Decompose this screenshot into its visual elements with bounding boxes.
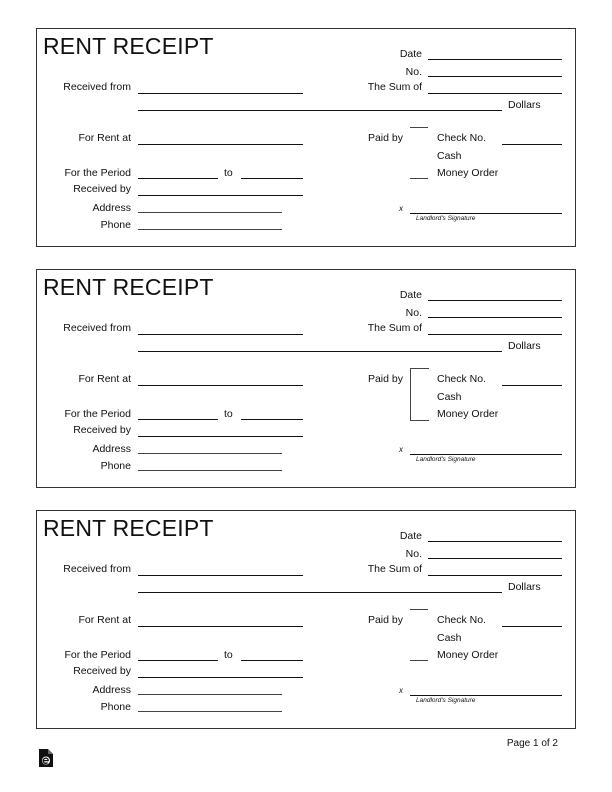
sum-words-field[interactable] [138, 592, 502, 593]
date-field[interactable] [428, 541, 562, 542]
cash-label: Cash [437, 632, 462, 644]
sum-words-field[interactable] [138, 110, 502, 111]
to-label: to [224, 408, 233, 420]
receipt-title: RENT RECEIPT [43, 515, 214, 541]
received-from-label: Received from [63, 322, 131, 334]
received-from-field[interactable] [138, 93, 303, 94]
cash-label: Cash [437, 391, 462, 403]
received-from-label: Received from [63, 563, 131, 575]
paid-by-label: Paid by [367, 614, 403, 626]
check-box-line[interactable] [410, 127, 428, 128]
phone-label: Phone [100, 701, 131, 713]
check-no-field[interactable] [502, 144, 562, 145]
signature-x-mark: x [399, 686, 403, 695]
paid-by-label: Paid by [367, 132, 403, 144]
check-no-label: Check No. [437, 132, 487, 144]
no-label: No. [405, 548, 422, 560]
no-label: No. [405, 307, 422, 319]
check-no-field[interactable] [502, 385, 562, 386]
address-field[interactable] [138, 453, 282, 454]
received-by-field[interactable] [138, 677, 303, 678]
for-rent-at-label: For Rent at [78, 132, 131, 144]
number-field[interactable] [428, 558, 562, 559]
phone-field[interactable] [138, 711, 282, 712]
received-from-field[interactable] [138, 575, 303, 576]
address-label: Address [92, 443, 131, 455]
page-number: Page 1 of 2 [506, 738, 558, 749]
signature-x-mark: x [399, 204, 403, 213]
signature-field[interactable] [410, 454, 562, 455]
check-no-label: Check No. [437, 614, 487, 626]
period-end-field[interactable] [241, 660, 303, 661]
received-by-field[interactable] [138, 436, 303, 437]
check-no-label: Check No. [437, 373, 487, 385]
number-field[interactable] [428, 317, 562, 318]
number-field[interactable] [428, 76, 562, 77]
received-from-label: Received from [63, 81, 131, 93]
for-rent-at-field[interactable] [138, 144, 303, 145]
sum-label: The Sum of [367, 322, 422, 334]
date-label: Date [399, 48, 422, 60]
receipt-title: RENT RECEIPT [43, 33, 214, 59]
signature-caption: Landlord's Signature [416, 215, 476, 222]
sum-words-field[interactable] [138, 351, 502, 352]
period-label: For the Period [64, 408, 131, 420]
sum-field[interactable] [428, 93, 562, 94]
money-order-label: Money Order [437, 649, 499, 661]
dollars-label: Dollars [508, 581, 541, 593]
money-order-label: Money Order [437, 167, 499, 179]
phone-label: Phone [100, 219, 131, 231]
sum-field[interactable] [428, 575, 562, 576]
phone-field[interactable] [138, 229, 282, 230]
received-from-field[interactable] [138, 334, 303, 335]
address-field[interactable] [138, 694, 282, 695]
payment-method-bracket [410, 368, 429, 421]
sum-field[interactable] [428, 334, 562, 335]
date-label: Date [399, 530, 422, 542]
received-by-label: Received by [73, 665, 131, 677]
date-label: Date [399, 289, 422, 301]
period-start-field[interactable] [138, 178, 218, 179]
address-label: Address [92, 202, 131, 214]
date-field[interactable] [428, 300, 562, 301]
paid-by-label: Paid by [367, 373, 403, 385]
signature-caption: Landlord's Signature [416, 456, 476, 463]
sum-label: The Sum of [367, 563, 422, 575]
document-logo-icon [38, 748, 54, 768]
check-box-line[interactable] [410, 609, 428, 610]
period-end-field[interactable] [241, 178, 303, 179]
for-rent-at-field[interactable] [138, 385, 303, 386]
period-start-field[interactable] [138, 660, 218, 661]
address-field[interactable] [138, 212, 282, 213]
dollars-label: Dollars [508, 99, 541, 111]
for-rent-at-field[interactable] [138, 626, 303, 627]
received-by-label: Received by [73, 424, 131, 436]
dollars-label: Dollars [508, 340, 541, 352]
period-end-field[interactable] [241, 419, 303, 420]
rent-receipt-2 [36, 269, 576, 488]
address-label: Address [92, 684, 131, 696]
money-order-box-line[interactable] [410, 178, 428, 179]
signature-field[interactable] [410, 695, 562, 696]
for-rent-at-label: For Rent at [78, 614, 131, 626]
to-label: to [224, 649, 233, 661]
sum-label: The Sum of [367, 81, 422, 93]
rent-receipt-1 [36, 28, 576, 247]
period-label: For the Period [64, 649, 131, 661]
money-order-box-line[interactable] [410, 660, 428, 661]
date-field[interactable] [428, 59, 562, 60]
signature-x-mark: x [399, 445, 403, 454]
cash-label: Cash [437, 150, 462, 162]
phone-field[interactable] [138, 470, 282, 471]
phone-label: Phone [100, 460, 131, 472]
period-label: For the Period [64, 167, 131, 179]
no-label: No. [405, 66, 422, 78]
check-no-field[interactable] [502, 626, 562, 627]
period-start-field[interactable] [138, 419, 218, 420]
signature-field[interactable] [410, 213, 562, 214]
money-order-label: Money Order [437, 408, 499, 420]
receipt-title: RENT RECEIPT [43, 274, 214, 300]
to-label: to [224, 167, 233, 179]
rent-receipt-3 [36, 510, 576, 729]
for-rent-at-label: For Rent at [78, 373, 131, 385]
received-by-label: Received by [73, 183, 131, 195]
received-by-field[interactable] [138, 195, 303, 196]
signature-caption: Landlord's Signature [416, 697, 476, 704]
